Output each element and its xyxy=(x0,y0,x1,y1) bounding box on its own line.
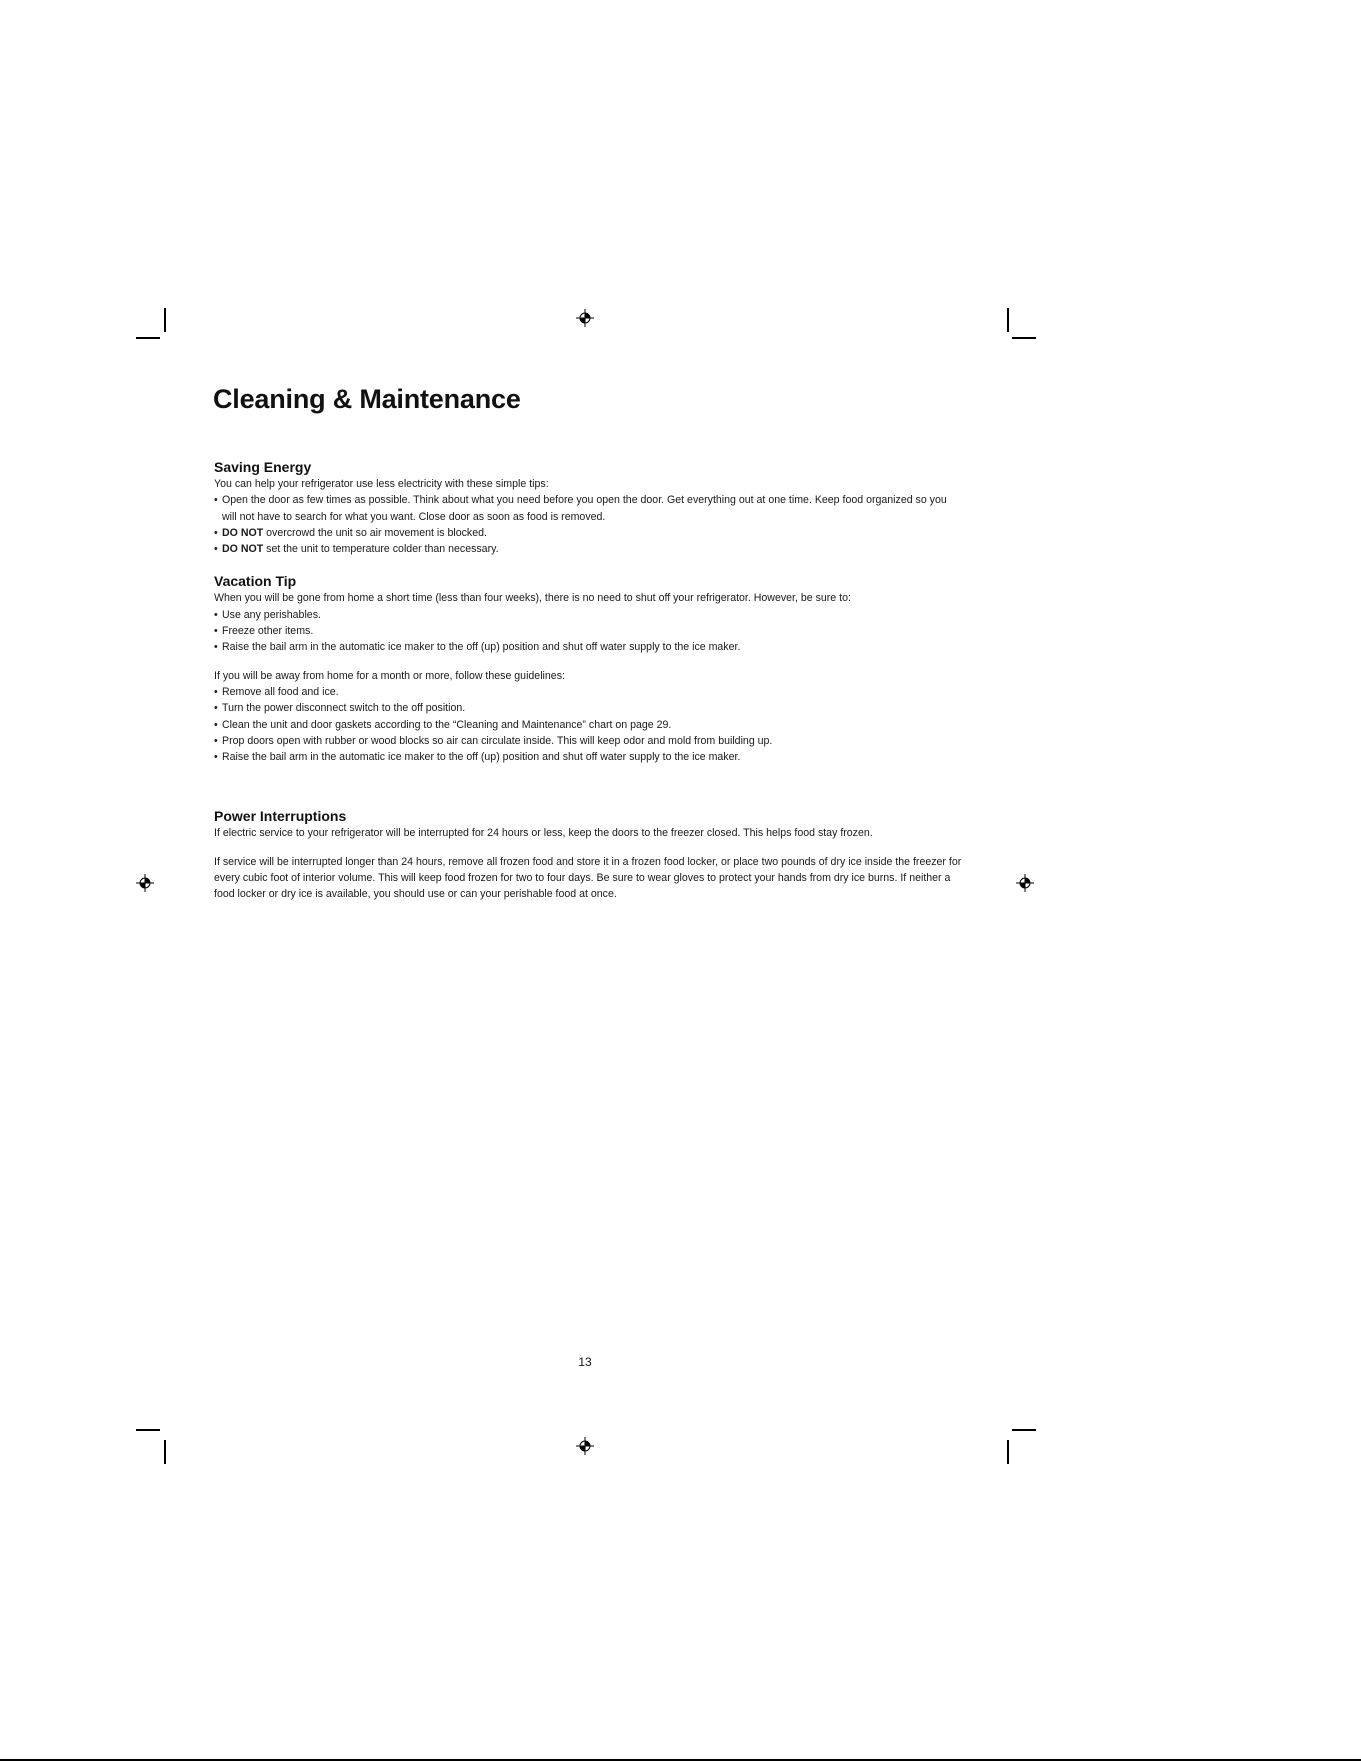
section-saving-energy xyxy=(214,458,964,557)
registration-mark-icon xyxy=(576,1437,594,1455)
list-item: • Remove all food and ice. xyxy=(214,684,964,700)
crop-mark xyxy=(136,1429,160,1431)
list-item xyxy=(214,525,964,541)
section-intro: When you will be gone from home a short time (less than four weeks), there is no need to shut off your refrigerator. However, be sure to: xyxy=(214,592,851,605)
list-item: • Freeze other items. xyxy=(214,623,964,639)
crop-mark xyxy=(136,337,160,339)
crop-mark xyxy=(164,1440,166,1464)
crop-mark xyxy=(1007,1440,1009,1464)
section-heading: Power Interruptions xyxy=(214,808,347,825)
list-item xyxy=(214,492,964,525)
list-item-text: Open the door as few times as possible. Think about what you need before you open the door. Get everything out at one time. Keep food organized so you will not have to search for what you want. Close door as soon as food is removed. xyxy=(222,494,947,523)
list-item xyxy=(214,541,964,557)
registration-mark-icon xyxy=(136,874,154,892)
list-item: • Prop doors open with rubber or wood blocks so air can circulate inside. This will keep odor and mold from building up. xyxy=(214,733,964,749)
section-power-interruptions xyxy=(214,807,964,902)
page-body xyxy=(214,458,964,903)
paragraph: If electric service to your refrigerator will be interrupted for 24 hours or less, keep the doors to the freezer closed. This helps food stay frozen. xyxy=(214,827,873,840)
registration-mark-icon xyxy=(576,309,594,327)
short-absence-list xyxy=(214,607,964,656)
list-item: • Turn the power disconnect switch to the off position. xyxy=(214,700,964,716)
registration-mark-icon xyxy=(1016,874,1034,892)
section-heading: Saving Energy xyxy=(214,459,312,475)
list-item: • Use any perishables. xyxy=(214,607,964,623)
crop-mark xyxy=(1012,337,1036,339)
section-heading: Vacation Tip xyxy=(214,573,297,590)
list-item: • Raise the bail arm in the automatic ice maker to the off (up) position and shut off water supply to the ice maker. xyxy=(214,749,964,765)
emphasis-text: DO NOT xyxy=(222,543,264,556)
section-intro: You can help your refrigerator use less electricity with these simple tips: xyxy=(214,478,549,490)
crop-mark xyxy=(1012,1429,1036,1431)
tips-list xyxy=(214,492,964,557)
long-absence-list xyxy=(214,684,964,765)
section-intro: If you will be away from home for a month or more, follow these guidelines: xyxy=(214,669,565,682)
section-vacation-tip xyxy=(214,572,964,765)
paragraph: If service will be interrupted longer than 24 hours, remove all frozen food and store it in a frozen food locker, or place two pounds of dry ice inside the freezer for every cubic foot of interior volume. This will keep food frozen for two to four days. Be sure to wear gloves to protect your hands from dry ice burns. If neither a food locker or dry ice is available, you should use or can your perishable food at once. xyxy=(214,855,962,901)
list-item-text: overcrowd the unit so air movement is blocked. xyxy=(263,526,487,539)
list-item: • Raise the bail arm in the automatic ice maker to the off (up) position and shut off water supply to the ice maker. xyxy=(214,639,964,655)
list-item: • Clean the unit and door gaskets according to the “Cleaning and Maintenance” chart on page 29. xyxy=(214,717,964,733)
crop-mark xyxy=(164,308,166,332)
emphasis-text: DO NOT xyxy=(222,526,264,539)
crop-mark xyxy=(1007,308,1009,332)
page-title: Cleaning & Maintenance xyxy=(213,384,521,414)
page-number: 13 xyxy=(578,1355,592,1369)
list-item-text: set the unit to temperature colder than necessary. xyxy=(263,543,499,556)
